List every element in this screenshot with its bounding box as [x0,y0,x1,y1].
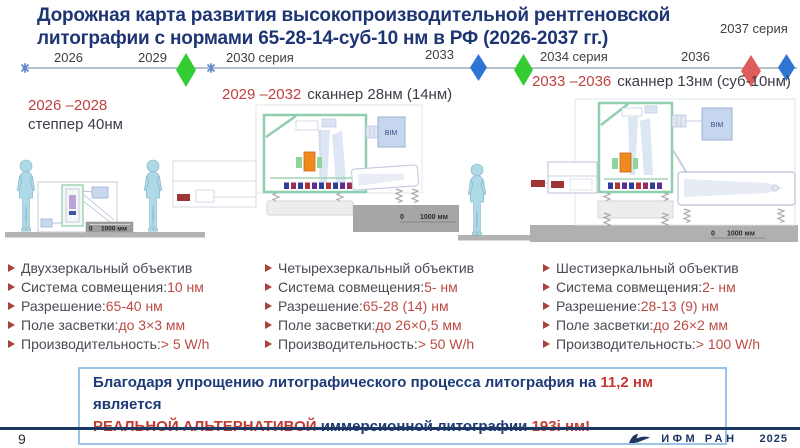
spec-list-scanner-28 [265,261,474,356]
bullet-arrow-icon [8,264,15,272]
spec-label: Поле засветки: [278,317,376,333]
spec-item [8,318,209,333]
spec-value: > 50 W/h [417,336,475,352]
bim-label: BIM [710,122,724,129]
ifm-ran-logo-icon [625,432,651,446]
footer-rule [0,427,800,430]
page-number: 9 [18,431,26,447]
section-period: 2033 –2036 [532,73,612,90]
spec-label: Система совмещения: [278,279,425,295]
timeline-label-2034: 2034 серия [540,49,608,64]
green-diamond-marker [176,53,196,87]
spec-item [8,261,209,276]
scale-unit-label: 1000 мм [727,230,755,238]
org-name: ИФМ РАН [661,433,738,445]
bullet-arrow-icon [265,340,272,348]
spec-item [265,261,474,276]
timeline-axis [22,67,797,69]
section-period: 2029 –2032 [222,86,302,103]
timeline-label-2036: 2036 [681,49,710,64]
spec-item [8,280,209,295]
bullet-arrow-icon [8,283,15,291]
machine3-floor-base [530,225,798,242]
machine-1-stepper-diagram [38,182,133,233]
bullet-arrow-icon [265,283,272,291]
vibration-platform [267,201,353,215]
bullet-arrow-icon [265,264,272,272]
bim-box [702,108,732,140]
spec-label: Система совмещения: [21,279,168,295]
wafer-handler-module [678,172,795,205]
title-line-1: Дорожная карта развития высокопроизводительной рентгеновской [37,5,671,26]
bim-box [378,117,405,147]
spec-label: Двухзеркальный объектив [21,260,193,276]
spec-value: > 5 W/h [160,336,210,352]
spec-label: Поле засветки: [556,317,654,333]
timeline-label-2037: 2037 серия [720,21,788,36]
spec-value: до 26×2 мм [653,317,728,333]
bullet-arrow-icon [543,302,550,310]
green-diamond-marker [514,54,533,86]
machine-2-scanner-diagram [173,105,459,232]
section-period: 2026 –2028 [28,97,108,114]
cleanroom-floor [458,235,530,241]
bullet-arrow-icon [265,302,272,310]
spec-item [543,280,760,295]
spec-value: 2- нм [702,279,736,295]
spec-label: Разрешение: [278,298,363,314]
cleanroom-person-figure [17,160,35,231]
spec-item [543,337,760,352]
bullet-arrow-icon [8,302,15,310]
spec-item [543,261,760,276]
spec-label: Разрешение: [21,298,106,314]
spec-value: до 26×0,5 мм [375,317,462,333]
bullet-arrow-icon [265,321,272,329]
blue-diamond-marker [470,54,487,81]
timeline-x-marker-icon [205,61,217,73]
machines-diagram [0,95,800,245]
banner-text: Благодаря упрощению литографического процесса литография на [93,374,601,391]
cleanroom-person-figure [144,160,162,231]
spec-value: > 100 W/h [695,336,760,352]
section-name: сканнер 28нм (14нм) [307,86,453,103]
bullet-arrow-icon [543,321,550,329]
source-block [304,152,315,171]
timeline-label-2026: 2026 [54,50,83,65]
scale-zero-label: 0 [89,225,93,233]
spec-label: Система совмещения: [556,279,703,295]
spec-label: Производительность: [556,336,696,352]
scale-zero-label: 0 [400,214,404,221]
spec-list-stepper [8,261,209,356]
spec-value: до 3×3 мм [118,317,186,333]
spec-value: 65-40 нм [105,298,163,314]
spec-item [265,337,474,352]
cleanroom-person-figure [468,164,486,235]
timeline-x-marker-icon [19,61,31,73]
bullet-arrow-icon [543,340,550,348]
bim-label: BIM [384,130,398,137]
spec-label: Производительность: [278,336,418,352]
spec-label: Производительность: [21,336,161,352]
bullet-arrow-icon [8,340,15,348]
scale-zero-label: 0 [711,230,715,238]
spec-item [543,318,760,333]
spec-label: Поле засветки: [21,317,119,333]
stage-arm [351,165,418,191]
scale-unit-label: 1000 мм [101,225,127,233]
spec-label: Разрешение: [556,298,641,314]
spec-item [265,280,474,295]
banner-text: является [93,396,162,413]
footer-year: 2025 [759,433,788,445]
cleanroom-floor [5,232,205,238]
spec-value: 28-13 (9) нм [640,298,719,314]
banner-highlight: 11,2 нм [600,374,654,391]
bullet-arrow-icon [543,283,550,291]
spec-label: Шестизеркальный объектив [556,260,739,276]
spec-item [8,299,209,314]
spec-value: 65-28 (14) нм [362,298,449,314]
timeline-label-2029: 2029 [138,50,167,65]
source-block [620,153,631,172]
machine-3-scanner-diagram [530,99,795,238]
banner-line-1 [93,372,713,416]
spec-item [265,299,474,314]
page-title [37,4,737,50]
section-name: степпер 40нм [28,116,123,133]
timeline-label-2030: 2030 серия [226,50,294,65]
spec-value: 5- нм [424,279,458,295]
spec-item [543,299,760,314]
title-line-2: литографии с нормами 65-28-14-суб-10 нм в РФ (2026-2037 гг.) [37,28,609,49]
spec-item [8,337,209,352]
spec-list-scanner-13 [543,261,760,356]
scale-unit-label: 1000 мм [420,214,448,221]
bullet-arrow-icon [8,321,15,329]
section-name: сканнер 13нм (суб-10нм) [617,73,791,90]
spec-value: 10 нм [167,279,204,295]
footer-credits [625,432,788,446]
spec-item [265,318,474,333]
spec-label: Четырехзеркальный объектив [278,260,475,276]
section-caption-scanner-13 [532,73,791,90]
timeline-label-2033: 2033 [425,47,454,62]
bullet-arrow-icon [543,264,550,272]
